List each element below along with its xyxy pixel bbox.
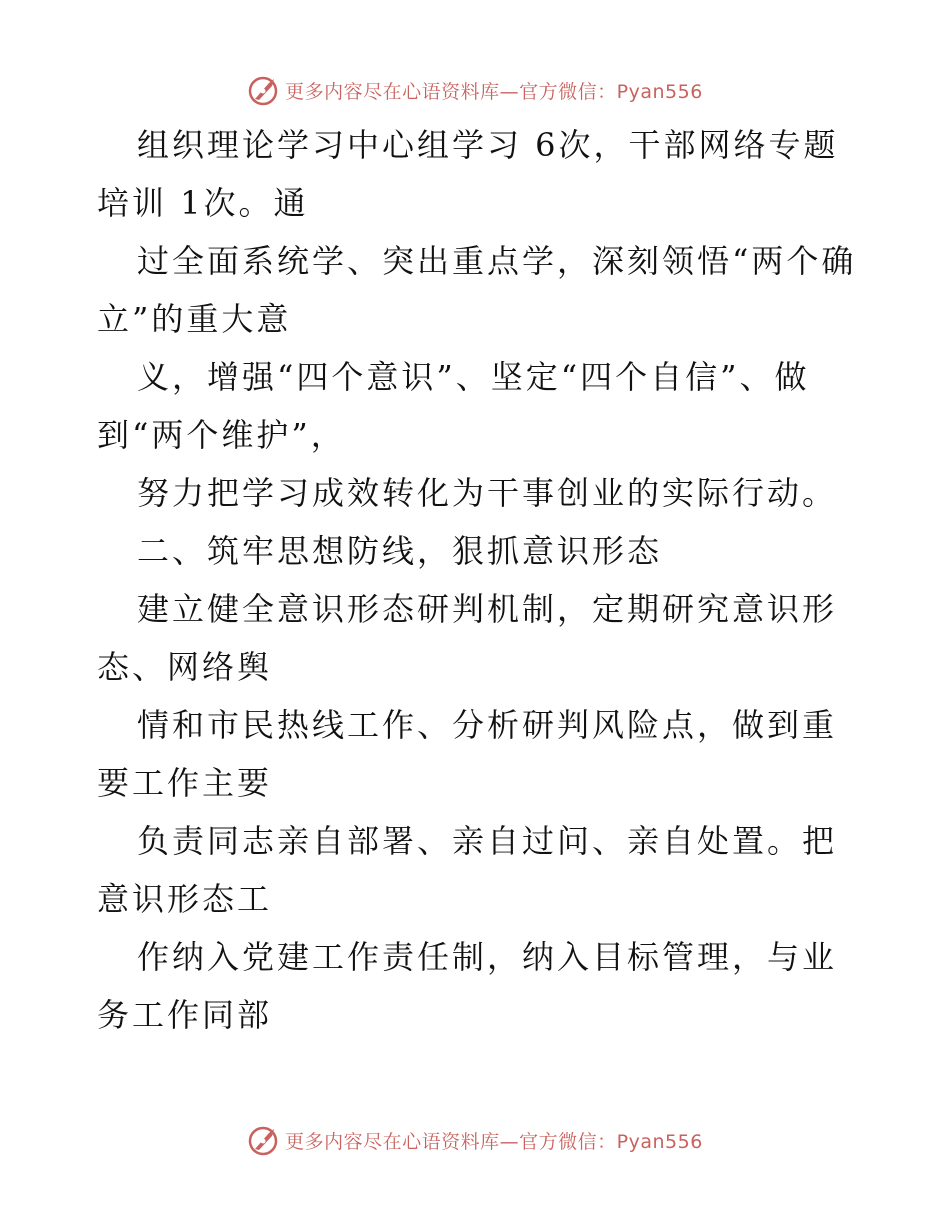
watermark-text: 更多内容尽在心语资料库—官方微信：Pyan556 [285,80,703,103]
paragraph: 情和市民热线工作、分析研判风险点，做到重要工作主要 [97,706,838,802]
document-body [97,116,867,1044]
footer-watermark [0,1120,950,1160]
paragraph: 义，增强“四个意识”、坚定“四个自信”、做到“两个维护”， [97,358,810,454]
paragraph: 过全面系统学、突出重点学，深刻领悟“两个确立”的重大意 [97,242,857,338]
paragraph: 负责同志亲自部署、亲自过问、亲自处置。把意识形态工 [97,822,838,918]
paragraph: 组织理论学习中心组学习 6次，干部网络专题培训 1次。通 [97,126,839,222]
fountain-pen-logo-icon [247,73,281,107]
paragraph: 建立健全意识形态研判机制，定期研究意识形态、网络舆 [97,590,838,686]
watermark-text: 更多内容尽在心语资料库—官方微信：Pyan556 [285,1130,703,1153]
paragraph: 作纳入党建工作责任制，纳入目标管理，与业务工作同部 [97,938,838,1034]
paragraph: 努力把学习成效转化为干事创业的实际行动。 [137,474,838,512]
fountain-pen-logo-icon [247,1123,281,1157]
header-watermark [0,70,950,110]
section-heading: 二、筑牢思想防线，狠抓意识形态 [137,532,663,570]
